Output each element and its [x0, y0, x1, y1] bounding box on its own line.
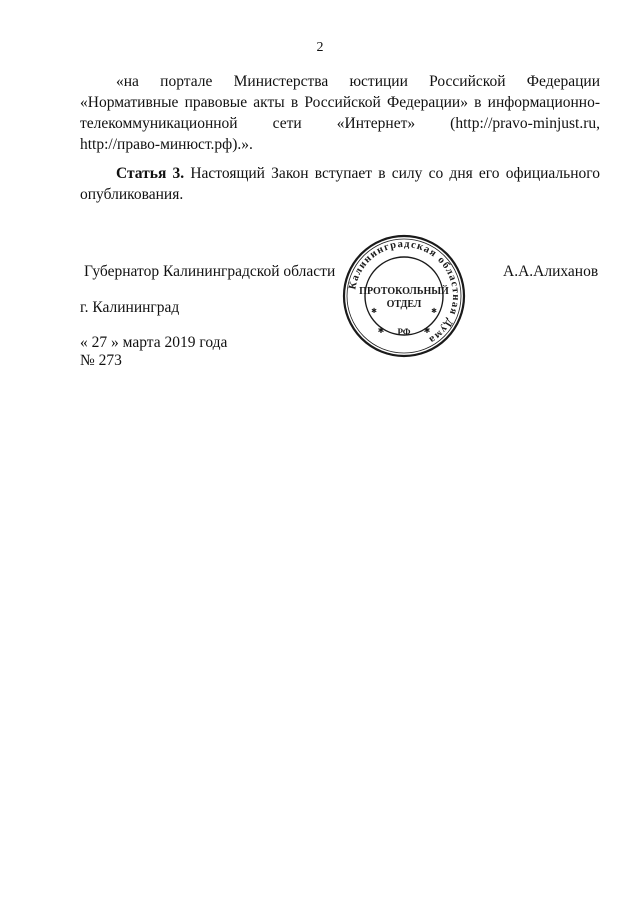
stamp-inner-line-2: ОТДЕЛ [386, 299, 422, 310]
official-stamp [341, 233, 467, 359]
signing-city: г. Калининград [80, 299, 180, 316]
stamp-star-icon: ✱ [431, 307, 437, 315]
signing-date: « 27 » марта 2019 года [80, 334, 228, 351]
article-3-line: опубликования. [80, 186, 184, 203]
page-number: 2 [316, 40, 324, 55]
paragraph-line: «Нормативные правовые акты в Российской Федерации» в информационно- [80, 94, 600, 111]
article-3 [80, 163, 600, 205]
paragraph-line: телекоммуникационной сети «Интернет» (http://pravo-minjust.ru, [80, 115, 600, 132]
stamp-star-icon: ✱ [377, 326, 385, 335]
article-text: Настоящий Закон вступает в силу со дня его официального [184, 165, 600, 182]
article-label: Статья 3. [116, 165, 185, 182]
stamp-outer-text: Калининградская областная Дума [347, 238, 462, 346]
article-3-line [80, 163, 600, 184]
paragraph-line: http://право-минюст.рф).». [80, 136, 253, 153]
paragraph-portal [80, 71, 600, 155]
paragraph-line: «на порталe Министерства юстиции Российской Федерации [116, 73, 600, 90]
stamp-star-icon: ✱ [423, 326, 431, 335]
stamp-star-icon: ✱ [371, 307, 377, 315]
stamp-inner-line-1: ПРОТОКОЛЬНЫЙ [359, 286, 449, 297]
signatory-name: А.А.Алиханов [503, 263, 599, 280]
signatory-title: Губернатор Калининградской области [84, 263, 336, 280]
law-number: № 273 [80, 352, 122, 369]
stamp-bottom-text: РФ [397, 327, 411, 337]
